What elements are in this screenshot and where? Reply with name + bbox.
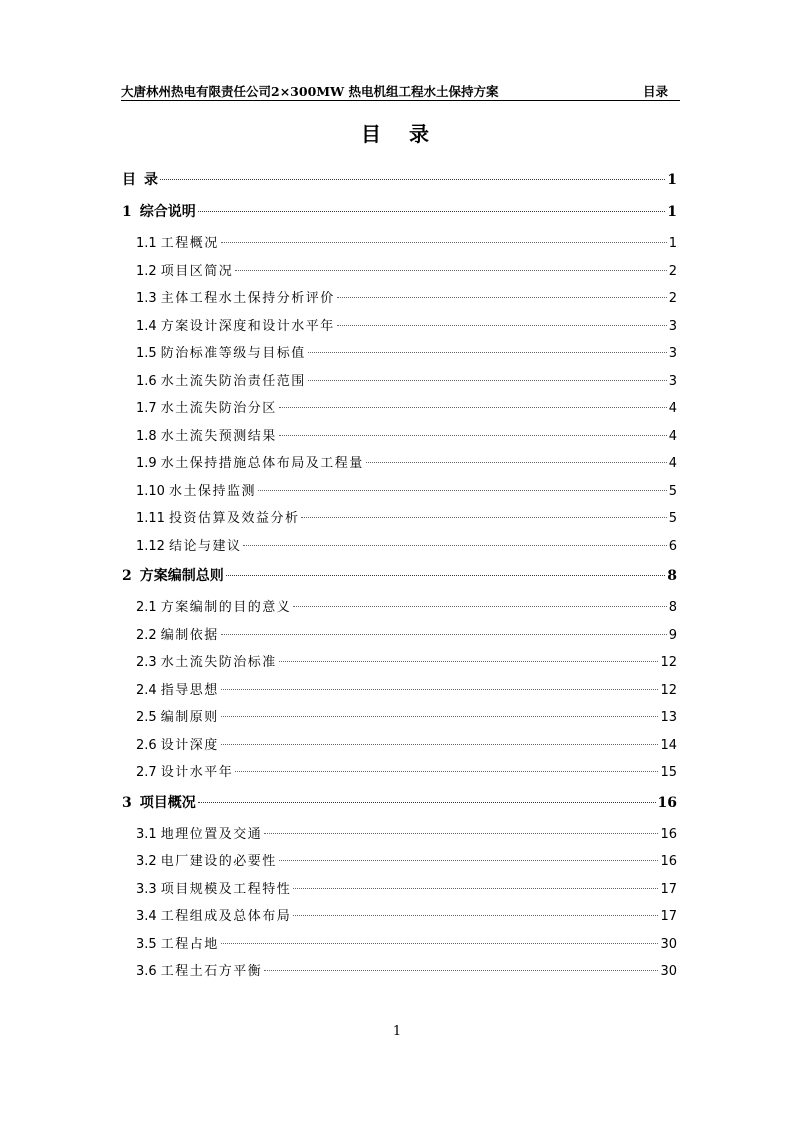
toc-entry-title: 工程组成及总体布局	[160, 909, 292, 924]
toc-leader-dots	[293, 606, 667, 607]
toc-section-entry[interactable]	[122, 677, 677, 705]
toc-leader-dots	[221, 943, 659, 944]
toc-section-entry[interactable]	[122, 533, 677, 561]
toc-entry-page: 5	[668, 511, 677, 526]
toc-section-entry[interactable]	[122, 230, 677, 258]
toc-section-entry[interactable]	[122, 848, 677, 876]
toc-entry-title: 指导思想	[160, 682, 219, 698]
toc-entry-title: 水土流失预测结果	[160, 428, 277, 444]
toc-entry-page: 8	[667, 568, 677, 584]
toc-entry-number: 3.5	[136, 936, 157, 952]
toc-entry-title: 方案设计深度和设计水平年	[160, 318, 335, 334]
toc-section-entry[interactable]	[122, 903, 677, 931]
toc-section-entry[interactable]	[122, 821, 677, 849]
toc-entry-page: 4	[668, 401, 677, 416]
toc-leader-dots	[198, 211, 666, 212]
toc-entry-page: 12	[660, 682, 677, 698]
page-title: 目 录	[361, 122, 433, 146]
toc-entry-title: 工程概况	[160, 236, 219, 251]
toc-entry-page: 8	[668, 600, 677, 615]
toc-entry-page: 17	[660, 881, 677, 897]
toc-entry-page: 15	[660, 765, 677, 780]
header-section-label: 目录	[642, 84, 668, 99]
header-document-title: 大唐林州热电有限责任公司2×300MW 热电机组工程水土保持方案	[121, 84, 499, 99]
toc-entry-page: 5	[668, 483, 677, 499]
toc-entry-title: 结论与建议	[168, 538, 242, 554]
toc-entry-page: 12	[660, 655, 677, 670]
toc-entry-number: 2.5	[136, 710, 157, 725]
toc-entry-number: 1.8	[136, 428, 157, 444]
toc-entry-page: 6	[668, 538, 677, 554]
toc-entry-title: 方案编制总则	[139, 568, 224, 584]
page-header	[121, 82, 674, 100]
toc-entry-page: 16	[657, 794, 677, 811]
toc-leader-dots	[279, 661, 659, 662]
toc-entry-number: 2.1	[136, 600, 157, 615]
toc-entry-title: 录	[144, 172, 158, 188]
toc-entry-page: 1	[668, 236, 677, 251]
toc-entry-page: 1	[667, 204, 677, 220]
toc-leader-dots	[160, 179, 665, 180]
toc-leader-dots	[279, 860, 659, 861]
toc-entry-page: 3	[668, 318, 677, 334]
toc-entry-number: 1.6	[136, 373, 157, 389]
toc-entry-page: 2	[668, 263, 677, 279]
toc-entry-number: 1.7	[136, 401, 157, 416]
toc-entry-number: 1.11	[136, 511, 165, 526]
toc-entry-page: 3	[668, 373, 677, 389]
toc-entry-number: 3.1	[136, 826, 157, 842]
toc-entry-title: 工程占地	[160, 936, 219, 952]
toc-entry-title: 投资估算及效益分析	[168, 511, 300, 526]
toc-entry-title: 综合说明	[139, 204, 196, 220]
toc-entry-page: 17	[660, 909, 677, 924]
toc-entry-page: 30	[660, 964, 677, 979]
toc-leader-dots	[198, 802, 656, 803]
toc-entry-number: 目	[122, 172, 136, 188]
toc-section-entry[interactable]	[122, 876, 677, 904]
toc-entry-number: 1.3	[136, 291, 157, 306]
toc-entry-page: 9	[668, 627, 677, 643]
toc-section-entry[interactable]	[122, 622, 677, 650]
toc-entry-number: 2.2	[136, 627, 157, 643]
toc-section-entry[interactable]	[122, 450, 677, 478]
toc-entry-number: 2.6	[136, 737, 157, 753]
toc-section-entry[interactable]	[122, 759, 677, 787]
toc-entry-number: 1	[122, 204, 132, 220]
toc-entry-title: 项目区简况	[160, 263, 234, 279]
toc-entry-number: 1.10	[136, 483, 165, 499]
toc-entry-number: 1.5	[136, 346, 157, 361]
toc-leader-dots	[337, 325, 667, 326]
toc-leader-dots	[264, 833, 658, 834]
toc-leader-dots	[243, 545, 666, 546]
toc-entry-title: 编制原则	[160, 710, 219, 725]
toc-entry-number: 1.4	[136, 318, 157, 334]
toc-section-entry[interactable]	[122, 649, 677, 677]
toc-entry-page: 1	[667, 172, 677, 188]
toc-leader-dots	[258, 490, 667, 491]
toc-entry-number: 3.3	[136, 881, 157, 897]
toc-section-entry[interactable]	[122, 313, 677, 341]
toc-leader-dots	[235, 270, 667, 271]
toc-entry-page: 30	[660, 936, 677, 952]
toc-entry-page: 3	[668, 346, 677, 361]
toc-entry-number: 3.6	[136, 964, 157, 979]
toc-section-entry[interactable]	[122, 704, 677, 732]
toc-entry-number: 3.4	[136, 909, 157, 924]
toc-leader-dots	[264, 970, 658, 971]
toc-entry-title: 水土流失防治分区	[160, 401, 277, 416]
toc-entry-title: 主体工程水土保持分析评价	[160, 291, 335, 306]
toc-entry-title: 编制依据	[160, 627, 219, 643]
toc-chapter-entry[interactable]	[122, 166, 677, 194]
table-of-contents	[122, 166, 677, 986]
toc-section-entry[interactable]	[122, 285, 677, 313]
toc-leader-dots	[301, 517, 666, 518]
toc-entry-page: 16	[660, 826, 677, 842]
toc-entry-number: 2	[122, 568, 132, 584]
toc-leader-dots	[235, 771, 658, 772]
toc-leader-dots	[221, 634, 667, 635]
toc-entry-number: 3.2	[136, 854, 157, 869]
toc-entry-page: 16	[660, 854, 677, 869]
toc-entry-title: 项目规模及工程特性	[160, 881, 292, 897]
toc-entry-title: 水土流失防治标准	[160, 655, 277, 670]
toc-section-entry[interactable]	[122, 258, 677, 286]
toc-chapter-entry[interactable]	[122, 789, 677, 817]
toc-section-entry[interactable]	[122, 594, 677, 622]
toc-entry-number: 1.9	[136, 456, 157, 471]
header-divider	[121, 100, 680, 101]
toc-section-entry[interactable]	[122, 340, 677, 368]
toc-chapter-entry[interactable]	[122, 198, 677, 226]
toc-entry-title: 项目概况	[139, 794, 196, 811]
toc-section-entry[interactable]	[122, 931, 677, 959]
toc-leader-dots	[279, 435, 667, 436]
toc-entry-title: 设计水平年	[160, 765, 234, 780]
toc-entry-page: 4	[668, 456, 677, 471]
toc-section-entry[interactable]	[122, 958, 677, 986]
toc-entry-number: 1.1	[136, 236, 157, 251]
toc-entry-page: 13	[660, 710, 677, 725]
toc-entry-page: 2	[668, 291, 677, 306]
toc-entry-number: 1.2	[136, 263, 157, 279]
toc-entry-title: 工程土石方平衡	[160, 964, 263, 979]
toc-entry-title: 电厂建设的必要性	[160, 854, 277, 869]
toc-leader-dots	[308, 352, 667, 353]
toc-entry-title: 水土保持措施总体布局及工程量	[160, 456, 364, 471]
toc-leader-dots	[221, 242, 667, 243]
toc-leader-dots	[221, 716, 659, 717]
toc-section-entry[interactable]	[122, 368, 677, 396]
toc-chapter-entry[interactable]	[122, 562, 677, 590]
toc-section-entry[interactable]	[122, 423, 677, 451]
toc-leader-dots	[366, 462, 667, 463]
toc-entry-number: 2.7	[136, 765, 157, 780]
toc-entry-title: 水土保持监测	[168, 483, 256, 499]
toc-entry-number: 2.4	[136, 682, 157, 698]
toc-entry-title: 方案编制的目的意义	[160, 600, 292, 615]
toc-leader-dots	[221, 689, 659, 690]
toc-entry-title: 设计深度	[160, 737, 219, 753]
toc-section-entry[interactable]	[122, 478, 677, 506]
toc-entry-number: 2.3	[136, 655, 157, 670]
toc-leader-dots	[226, 575, 666, 576]
toc-section-entry[interactable]	[122, 732, 677, 760]
toc-leader-dots	[293, 915, 658, 916]
toc-entry-number: 1.12	[136, 538, 165, 554]
toc-entry-page: 14	[660, 737, 677, 753]
toc-leader-dots	[221, 744, 659, 745]
toc-leader-dots	[337, 297, 667, 298]
footer-page-number: 1	[392, 1024, 402, 1039]
toc-entry-page: 4	[668, 428, 677, 444]
toc-leader-dots	[308, 380, 667, 381]
toc-entry-title: 防治标准等级与目标值	[160, 346, 306, 361]
toc-entry-number: 3	[122, 794, 132, 811]
toc-section-entry[interactable]	[122, 505, 677, 533]
toc-entry-title: 地理位置及交通	[160, 826, 263, 842]
toc-section-entry[interactable]	[122, 395, 677, 423]
toc-leader-dots	[293, 888, 658, 889]
toc-leader-dots	[279, 407, 667, 408]
toc-entry-title: 水土流失防治责任范围	[160, 373, 306, 389]
